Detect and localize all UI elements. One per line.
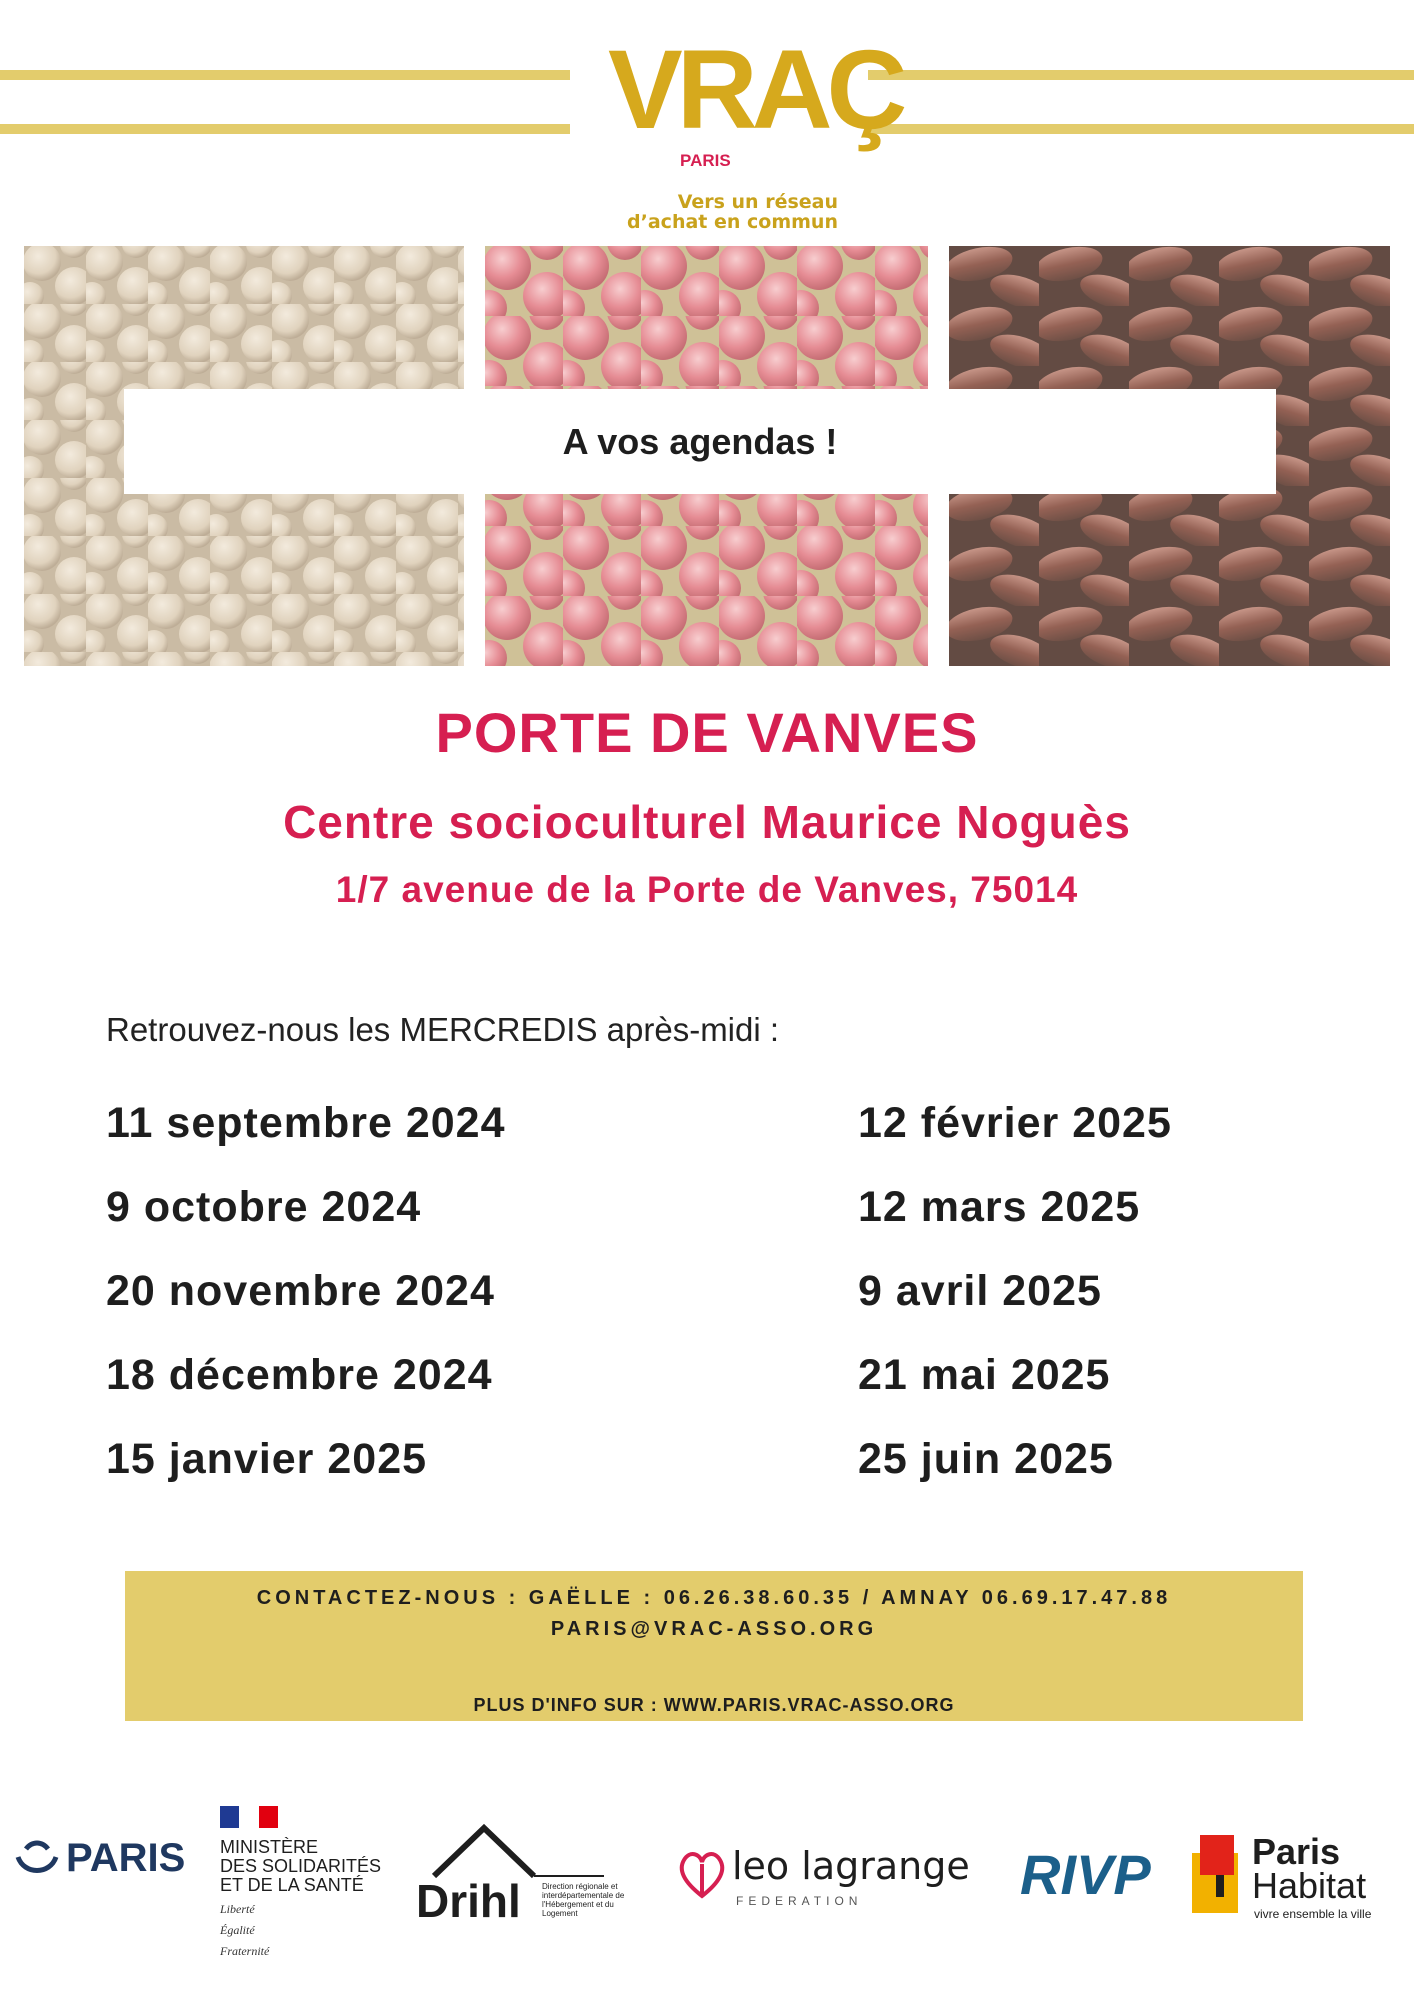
- paris-habitat-tagline: vivre ensemble la ville: [1254, 1907, 1372, 1921]
- ministry-logo[interactable]: [220, 1806, 410, 1958]
- paris-habitat-logo[interactable]: [1190, 1831, 1410, 1925]
- venue-center: Centre socioculturel Maurice Noguès: [283, 796, 1131, 848]
- dates-list-right: [858, 1095, 1172, 1515]
- date-item: 9 avril 2025: [858, 1267, 1102, 1315]
- heart-icon: [676, 1846, 728, 1902]
- french-flag-icon: [220, 1806, 278, 1828]
- ministry-name-3: ET DE LA SANTÉ: [220, 1875, 364, 1895]
- date-item: 18 décembre 2024: [106, 1351, 493, 1399]
- paris-habitat-text-2: Habitat: [1252, 1865, 1367, 1906]
- contact-phones[interactable]: CONTACTEZ-NOUS : GAËLLE : 06.26.38.60.35 / AMNAY 06.69.17.47.88: [256, 1587, 1172, 1609]
- contact-email[interactable]: PARIS@VRAC-ASSO.ORG: [550, 1618, 878, 1640]
- paris-logo[interactable]: [14, 1828, 204, 1888]
- schedule-intro: Retrouvez-nous les MERCREDIS après-midi :: [106, 1011, 780, 1048]
- date-item: 9 octobre 2024: [106, 1183, 422, 1231]
- leo-lagrange-subtitle: FEDERATION: [736, 1894, 863, 1908]
- date-item: 20 novembre 2024: [106, 1267, 495, 1315]
- date-item: 12 février 2025: [858, 1099, 1172, 1147]
- house-roof-icon: [414, 1820, 644, 1880]
- venue-area: PORTE DE VANVES: [435, 701, 979, 764]
- ministry-name-2: DES SOLIDARITÉS: [220, 1856, 382, 1876]
- tagline-line-1: Vers un réseau: [677, 191, 838, 213]
- rivp-logo-text: RIVP: [1020, 1843, 1151, 1906]
- paris-ship-icon: [14, 1835, 60, 1881]
- agenda-banner-text: A vos agendas !: [562, 420, 838, 462]
- header-stripe-right-bottom: [868, 124, 1414, 134]
- agenda-banner: [124, 389, 1276, 494]
- date-item: 11 septembre 2024: [106, 1099, 506, 1147]
- drihl-logo-text: Drihl: [416, 1875, 521, 1927]
- ministry-name-1: MINISTÈRE: [220, 1837, 319, 1857]
- ministry-motto-2: Égalité: [220, 1923, 255, 1937]
- dates-list-left: [106, 1095, 506, 1515]
- drihl-logo-subtitle: Direction régionale et interdépartementale de l'Hébergement et du Logement: [542, 1882, 625, 1918]
- date-item: 15 janvier 2025: [106, 1435, 428, 1483]
- drihl-logo[interactable]: [414, 1820, 644, 1930]
- logo-city: PARIS: [680, 151, 731, 170]
- leo-lagrange-logo[interactable]: [676, 1842, 996, 1912]
- date-item: 25 juin 2025: [858, 1435, 1114, 1483]
- paris-habitat-text-1: Paris: [1252, 1831, 1341, 1872]
- tagline-line-2: d’achat en commun: [627, 211, 838, 233]
- rivp-logo[interactable]: [1020, 1842, 1170, 1912]
- ministry-motto-1: Liberté: [220, 1902, 255, 1916]
- venue-address: 1/7 avenue de la Porte de Vanves, 75014: [335, 869, 1079, 910]
- ministry-motto-3: Fraternité: [220, 1944, 270, 1958]
- contact-box: [125, 1571, 1303, 1721]
- logo-word: VRAÇ: [608, 27, 902, 152]
- paris-logo-text: PARIS: [66, 1835, 186, 1880]
- header-stripe-left-top: [0, 70, 570, 80]
- header-stripe-right-top: [868, 70, 1414, 80]
- date-item: 12 mars 2025: [858, 1183, 1141, 1231]
- leo-lagrange-text: leo lagrange: [732, 1844, 970, 1888]
- contact-website[interactable]: PLUS D'INFO SUR : WWW.PARIS.VRAC-ASSO.ORG: [473, 1695, 955, 1715]
- header-stripe-left-bottom: [0, 124, 570, 134]
- tagline: [600, 192, 850, 232]
- paris-habitat-icon: [1190, 1835, 1246, 1915]
- date-item: 21 mai 2025: [858, 1351, 1111, 1399]
